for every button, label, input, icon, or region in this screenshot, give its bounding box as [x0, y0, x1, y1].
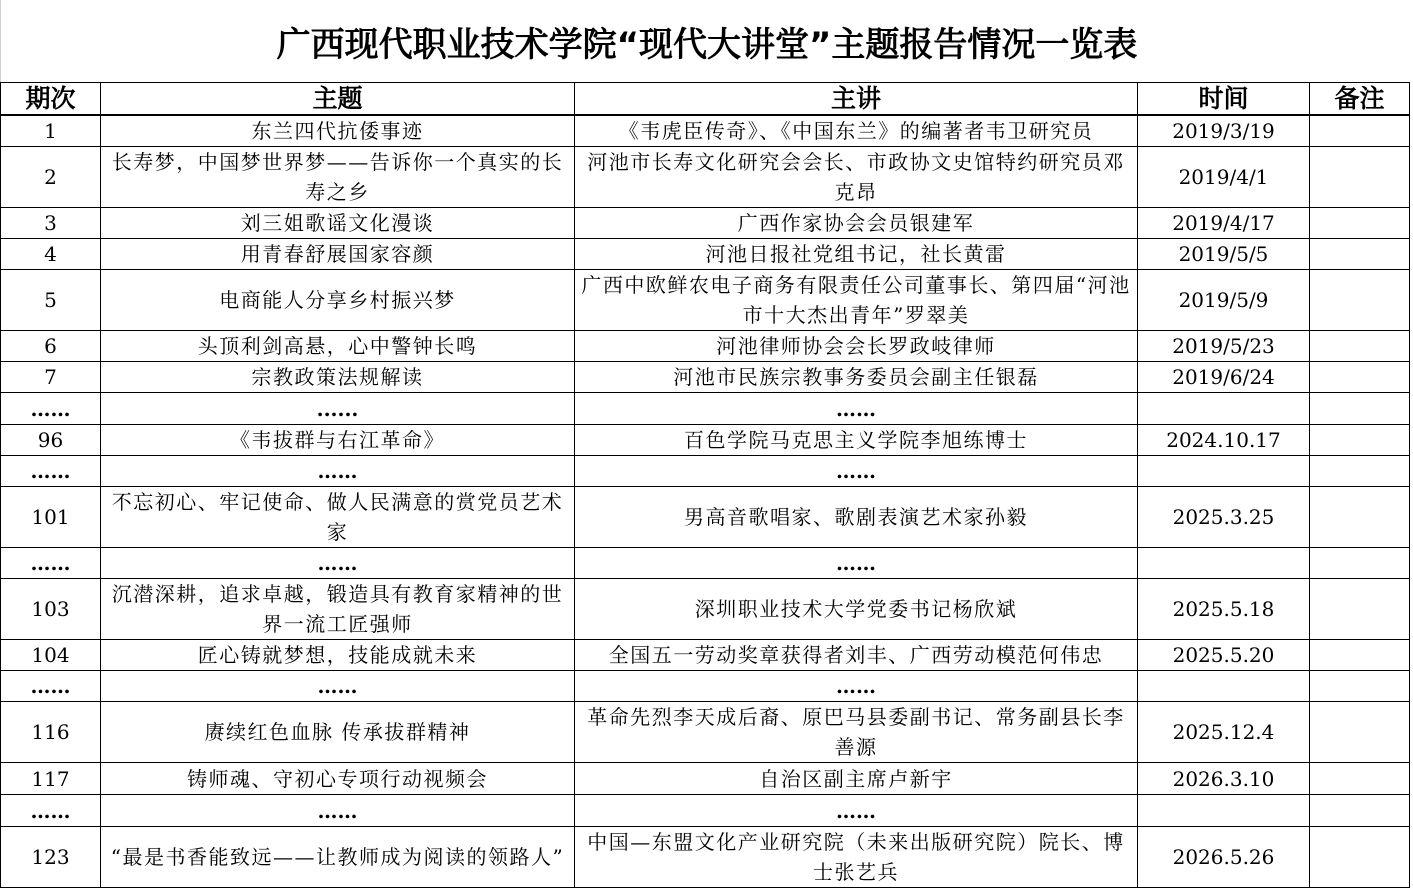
table-row: [1, 115, 1410, 147]
speaker-cell: ……: [575, 671, 1138, 702]
date-cell: 2025.12.4: [1138, 702, 1310, 763]
header-issue: 期次: [1, 83, 101, 116]
note-cell: [1310, 331, 1410, 362]
topic-cell: “最是书香能致远——让教师成为阅读的领路人”: [101, 827, 575, 888]
table-row: [1, 208, 1410, 239]
topic-cell: 不忘初心、牢记使命、做人民满意的赏党员艺术家: [101, 487, 575, 548]
header-row: [1, 83, 1410, 116]
speaker-cell: ……: [575, 393, 1138, 425]
topic-cell: 东兰四代抗倭事迹: [101, 115, 575, 147]
header-topic: 主题: [101, 83, 575, 116]
issue-cell: 4: [1, 239, 101, 270]
table-row: [1, 487, 1410, 548]
header-note: 备注: [1310, 83, 1410, 116]
issue-cell: 3: [1, 208, 101, 239]
issue-cell: 116: [1, 702, 101, 763]
topic-cell: 铸师魂、守初心专项行动视频会: [101, 763, 575, 795]
speaker-cell: 全国五一劳动奖章获得者刘丰、广西劳动模范何伟忠: [575, 640, 1138, 671]
speaker-cell: 中国—东盟文化产业研究院（未来出版研究院）院长、博士张艺兵: [575, 827, 1138, 888]
date-cell: 2025.5.20: [1138, 640, 1310, 671]
table-row: [1, 763, 1410, 795]
topic-cell: 刘三姐歌谣文化漫谈: [101, 208, 575, 239]
speaker-cell: 深圳职业技术大学党委书记杨欣斌: [575, 579, 1138, 640]
date-cell: 2019/6/24: [1138, 362, 1310, 393]
date-cell: 2026.3.10: [1138, 763, 1310, 795]
note-cell: [1310, 671, 1410, 702]
speaker-cell: 《韦虎臣传奇》、《中国东兰》的编著者韦卫研究员: [575, 115, 1138, 147]
table-row: [1, 702, 1410, 763]
speaker-cell: 自治区副主席卢新宇: [575, 763, 1138, 795]
table-row: [1, 456, 1410, 487]
report-table: [0, 82, 1410, 888]
speaker-cell: 广西作家协会会员银建军: [575, 208, 1138, 239]
table-row: [1, 331, 1410, 362]
speaker-cell: ……: [575, 456, 1138, 487]
issue-cell: 101: [1, 487, 101, 548]
speaker-cell: 男高音歌唱家、歌剧表演艺术家孙毅: [575, 487, 1138, 548]
table-row: [1, 579, 1410, 640]
note-cell: [1310, 640, 1410, 671]
speaker-cell: 百色学院马克思主义学院李旭练博士: [575, 425, 1138, 456]
topic-cell: 用青春舒展国家容颜: [101, 239, 575, 270]
table-row: [1, 393, 1410, 425]
note-cell: [1310, 763, 1410, 795]
table-row: [1, 239, 1410, 270]
topic-cell: 《韦拔群与右江革命》: [101, 425, 575, 456]
table-row: [1, 270, 1410, 331]
note-cell: [1310, 393, 1410, 425]
issue-cell: ……: [1, 548, 101, 579]
table-row: [1, 548, 1410, 579]
issue-cell: ……: [1, 393, 101, 425]
note-cell: [1310, 579, 1410, 640]
date-cell: 2025.3.25: [1138, 487, 1310, 548]
speaker-cell: 广西中欧鲜农电子商务有限责任公司董事长、第四届“河池市十大杰出青年”罗翠美: [575, 270, 1138, 331]
note-cell: [1310, 827, 1410, 888]
date-cell: 2019/5/23: [1138, 331, 1310, 362]
topic-cell: 长寿梦，中国梦世界梦——告诉你一个真实的长寿之乡: [101, 147, 575, 208]
topic-cell: ……: [101, 548, 575, 579]
issue-cell: 1: [1, 115, 101, 147]
speaker-cell: ……: [575, 548, 1138, 579]
date-cell: [1138, 548, 1310, 579]
topic-cell: 匠心铸就梦想，技能成就未来: [101, 640, 575, 671]
header-speaker: 主讲: [575, 83, 1138, 116]
note-cell: [1310, 487, 1410, 548]
issue-cell: 5: [1, 270, 101, 331]
speaker-cell: 河池律师协会会长罗政岐律师: [575, 331, 1138, 362]
note-cell: [1310, 270, 1410, 331]
issue-cell: 7: [1, 362, 101, 393]
topic-cell: ……: [101, 456, 575, 487]
issue-cell: 123: [1, 827, 101, 888]
note-cell: [1310, 425, 1410, 456]
topic-cell: 赓续红色血脉 传承拔群精神: [101, 702, 575, 763]
note-cell: [1310, 548, 1410, 579]
topic-cell: ......: [101, 393, 575, 425]
topic-cell: 沉潜深耕，追求卓越，锻造具有教育家精神的世界一流工匠强师: [101, 579, 575, 640]
table-row: [1, 671, 1410, 702]
note-cell: [1310, 208, 1410, 239]
date-cell: 2019/4/17: [1138, 208, 1310, 239]
issue-cell: ……: [1, 671, 101, 702]
note-cell: [1310, 147, 1410, 208]
table-row: [1, 827, 1410, 888]
note-cell: [1310, 115, 1410, 147]
table-row: [1, 640, 1410, 671]
topic-cell: ……: [101, 795, 575, 827]
date-cell: 2024.10.17: [1138, 425, 1310, 456]
note-cell: [1310, 795, 1410, 827]
speaker-cell: ……: [575, 795, 1138, 827]
page-title: 广西现代职业技术学院“现代大讲堂”主题报告情况一览表: [0, 0, 1413, 82]
date-cell: 2026.5.26: [1138, 827, 1310, 888]
issue-cell: ……: [1, 795, 101, 827]
issue-cell: 96: [1, 425, 101, 456]
topic-cell: 宗教政策法规解读: [101, 362, 575, 393]
speaker-cell: 革命先烈李天成后裔、原巴马县委副书记、常务副县长李善源: [575, 702, 1138, 763]
issue-cell: 2: [1, 147, 101, 208]
speaker-cell: 河池市长寿文化研究会会长、市政协文史馆特约研究员邓克昂: [575, 147, 1138, 208]
issue-cell: 6: [1, 331, 101, 362]
issue-cell: 104: [1, 640, 101, 671]
table-row: [1, 362, 1410, 393]
date-cell: 2025.5.18: [1138, 579, 1310, 640]
date-cell: [1138, 393, 1310, 425]
speaker-cell: 河池日报社党组书记，社长黄雷: [575, 239, 1138, 270]
table-row: [1, 795, 1410, 827]
date-cell: 2019/5/5: [1138, 239, 1310, 270]
date-cell: [1138, 671, 1310, 702]
topic-cell: 头顶利剑高悬，心中警钟长鸣: [101, 331, 575, 362]
note-cell: [1310, 362, 1410, 393]
note-cell: [1310, 702, 1410, 763]
topic-cell: ……: [101, 671, 575, 702]
topic-cell: 电商能人分享乡村振兴梦: [101, 270, 575, 331]
issue-cell: 117: [1, 763, 101, 795]
note-cell: [1310, 456, 1410, 487]
header-date: 时间: [1138, 83, 1310, 116]
speaker-cell: 河池市民族宗教事务委员会副主任银磊: [575, 362, 1138, 393]
date-cell: 2019/5/9: [1138, 270, 1310, 331]
issue-cell: 103: [1, 579, 101, 640]
table-row: [1, 425, 1410, 456]
date-cell: 2019/3/19: [1138, 115, 1310, 147]
date-cell: 2019/4/1: [1138, 147, 1310, 208]
note-cell: [1310, 239, 1410, 270]
date-cell: [1138, 795, 1310, 827]
table-row: [1, 147, 1410, 208]
issue-cell: ……: [1, 456, 101, 487]
date-cell: [1138, 456, 1310, 487]
